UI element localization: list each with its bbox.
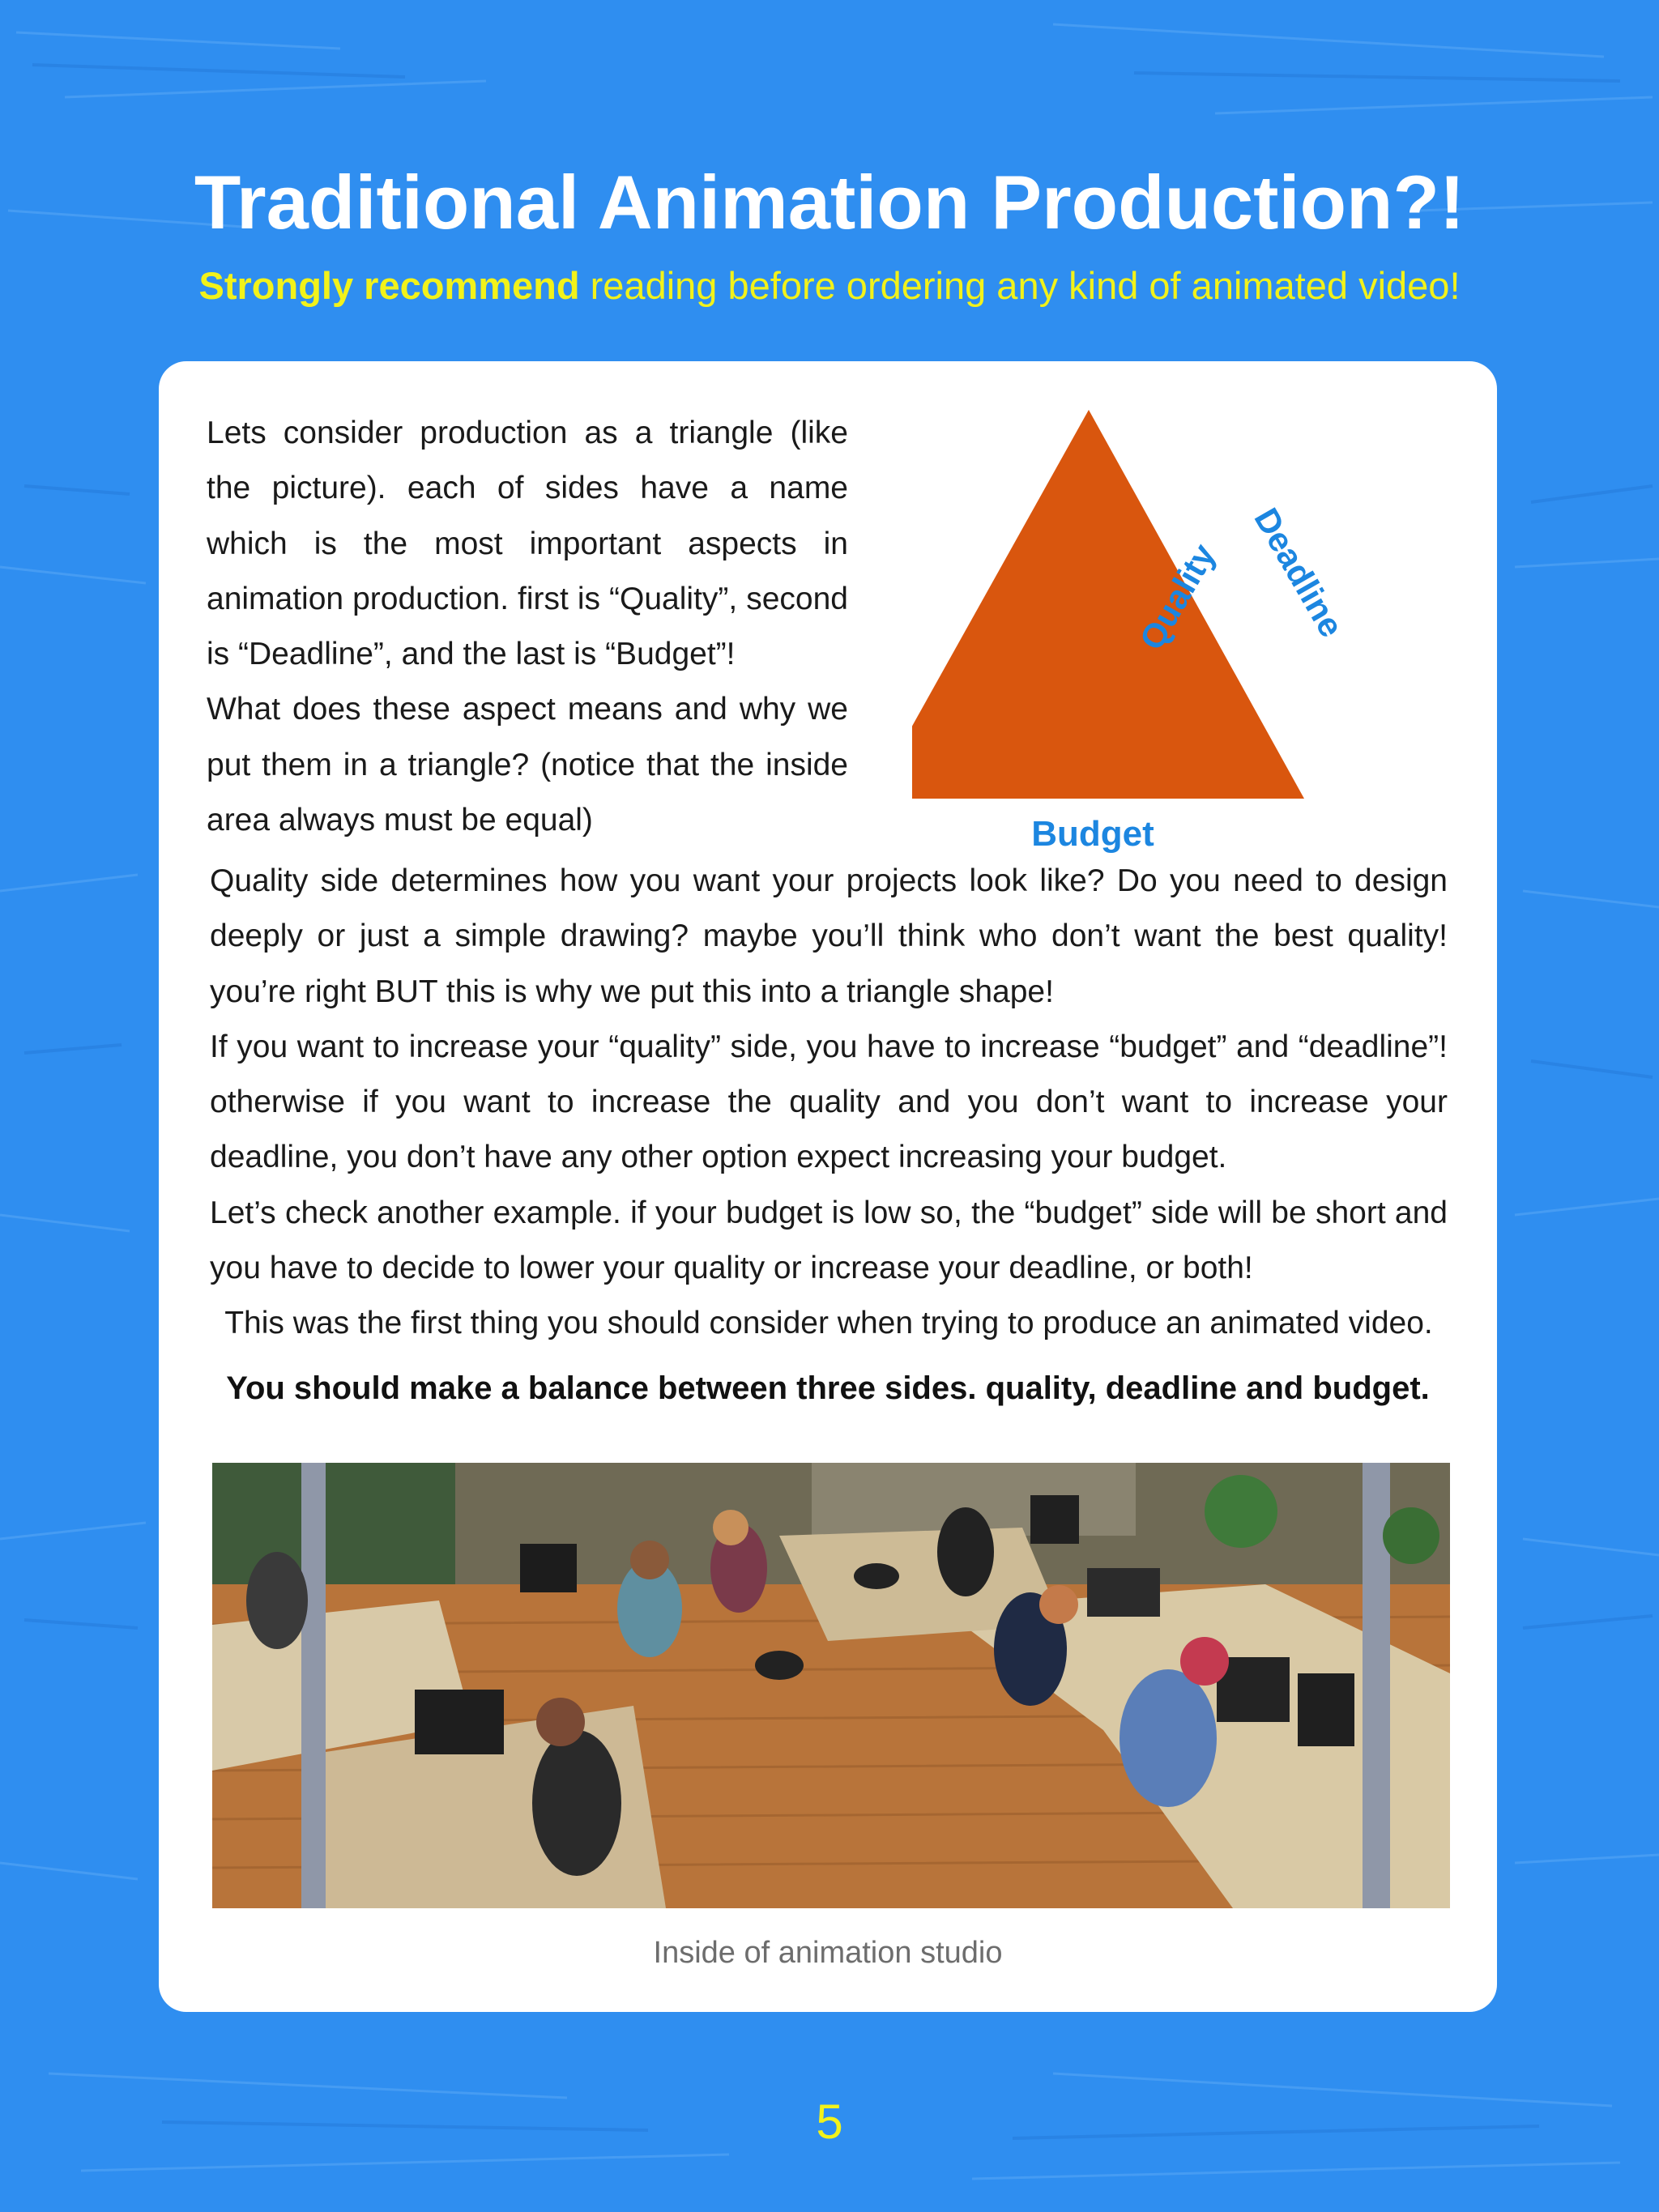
body-text [210,854,1448,1352]
body-paragraph: This was the first thing you should consider when trying to produce an animated video. [224,1306,1433,1341]
intro-paragraph: What does these aspect means and why we put them in a triangle? (notice that the inside area always must be equal) [207,692,848,838]
subtitle-emphasis: Strongly recommend [198,264,580,307]
body-paragraph: Quality side determines how you want your projects look like? Do you need to design deeply or just a simple drawing? maybe you’ll think who don’t want the best quality! you’re right BUT this is why we put this into a triangle shape! [210,863,1448,1009]
page-number: 5 [816,2095,843,2149]
studio-photo [212,1463,1450,1908]
triangle-label-deadline: Deadline [1247,501,1351,644]
balance-note: You should make a balance between three sides. quality, deadline and budget. [226,1370,1430,1406]
body-paragraph: Let’s check another example. if your budget is low so, the “budget” side will be short and you have to decide to lower your quality or increase your deadline, or both! [210,1195,1448,1286]
triangle-shape [912,410,1304,799]
subtitle-text: reading before ordering any kind of animated video! [579,264,1461,307]
body-paragraph: If you want to increase your “quality” side, you have to increase “budget” and “deadline”! otherwise if you want to increase the quality and you don’t want to increase your deadline, you don’t have any other option expect increasing your budget. [210,1029,1448,1175]
subtitle [0,262,1659,310]
triangle-label-budget: Budget [1031,814,1154,854]
intro-paragraph: Lets consider production as a triangle (like the picture). each of sides have a name which is the most important aspects in animation production. first is “Quality”, second is “Deadline”, and the last is “Budget”! [207,416,848,672]
triangle-label-quality: Quality [1132,537,1223,657]
content-card [159,361,1497,2012]
production-triangle-diagram [912,386,1431,872]
page-title: Traditional Animation Production?! [194,160,1465,245]
photo-caption: Inside of animation studio [653,1936,1003,1970]
intro-text [207,406,848,848]
